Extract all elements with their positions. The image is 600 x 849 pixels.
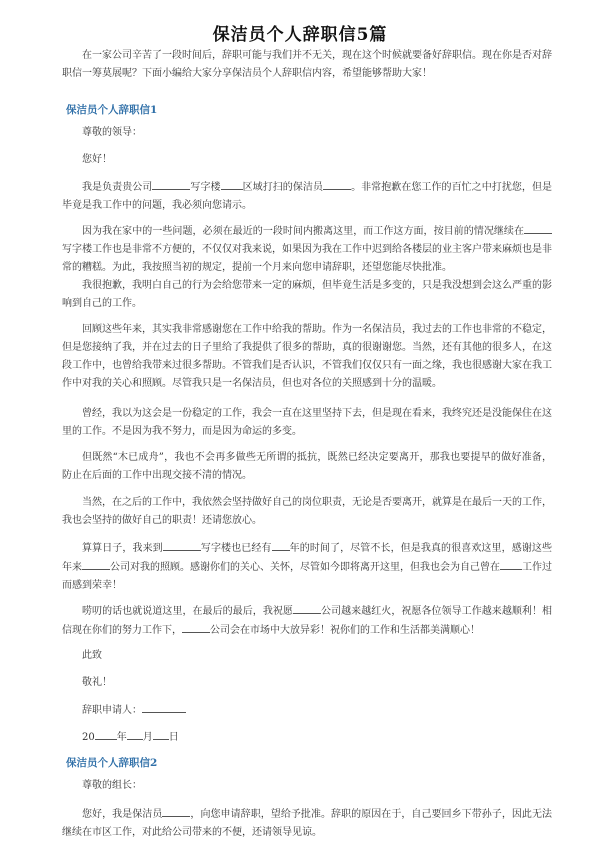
letter1-paragraph-7: 当然，在之后的工作中，我依然会坚持做好自己的岗位职责，无论是否要离开，就算是在最后一天的工作，我也会坚持的做好自己的职责！还请您放心。	[62, 497, 552, 526]
blank-line	[163, 539, 201, 551]
blank-line	[293, 602, 321, 614]
signer-label: 辞职申请人：	[82, 705, 142, 716]
blank-line	[500, 558, 522, 570]
text-segment: 公司会在市场中大放异彩！祝你们的工作和生活都美满顺心！	[210, 625, 480, 636]
closing-line-1: 此致	[82, 650, 102, 661]
signer-line	[62, 701, 552, 720]
blank-line	[152, 178, 190, 190]
text-segment: 年的时间了，尽管不长，但是我真的很喜欢这里，感谢这些年来	[62, 543, 553, 573]
blank-line	[142, 701, 186, 713]
text-segment: 算算日子，我来到	[82, 543, 163, 554]
closing-line-2: 敬礼！	[82, 677, 112, 688]
letter1-paragraph-2	[62, 222, 552, 277]
text-segment: 写字楼	[190, 182, 221, 193]
text-segment: 因为我在家中的一些问题，必须在最近的一段时间内搬离这里，而工作这方面，按目前的情况继续在	[82, 226, 524, 237]
date-day-label: 日	[168, 732, 179, 743]
text-segment: 唠叨的话也就说道这里，在最后的最后，我祝愿	[82, 606, 293, 617]
letter2-heading: 保洁员个人辞职信2	[66, 757, 158, 769]
text-segment: ，向您申请辞职，望给予批准。辞职的原因在于，自己要回乡下带孙子，因此无法继续在市区工作，对此给公司带来的不便，还请领导见谅。	[62, 809, 553, 838]
blank-line	[182, 621, 210, 633]
date-year-prefix: 20	[82, 732, 95, 743]
blank-line	[221, 178, 243, 190]
blank-line	[95, 728, 117, 740]
date-year-label: 年	[116, 732, 127, 743]
document-title: 保洁员个人辞职信5篇	[212, 25, 388, 45]
date-month-label: 月	[142, 732, 153, 743]
letter2-salutation: 尊敬的组长：	[82, 780, 142, 791]
text-segment: 公司越来越红火，祝愿各位领导工作越来越顺利！相信现在你们的努力工作下，	[62, 606, 553, 636]
blank-line	[323, 178, 351, 190]
letter1-paragraph-1	[62, 178, 552, 215]
text-segment: 您好，我是保洁员	[82, 809, 163, 820]
text-segment: 区域打扫的保洁员	[242, 182, 324, 193]
text-segment: 工作过而感到荣幸！	[62, 562, 552, 591]
letter1-paragraph-3: 我很抱歉，我明白自己的行为会给您带来一定的麻烦，但毕竟生活是多变的，只是我没想到会这么严重的影响到自己的工作。	[62, 280, 552, 309]
blank-line	[272, 539, 290, 551]
letter2-paragraph-1	[62, 805, 552, 842]
letter1-paragraph-8	[62, 539, 552, 595]
letter1-heading: 保洁员个人辞职信1	[66, 104, 158, 116]
blank-line	[524, 222, 552, 234]
blank-line	[82, 558, 110, 570]
letter1-paragraph-6: 但既然“木已成舟”，我也不会再多做些无所谓的抵抗，既然已经决定要离开，那我也要提早的做好准备，防止在后面的工作中出现交接不清的情况。	[62, 452, 552, 481]
text-segment: 我是负责贵公司	[82, 182, 153, 193]
letter1-paragraph-9	[62, 602, 552, 640]
text-segment: 写字楼工作也是非常不方便的，不仅仅对我来说，如果因为我在工作中迟到给各楼层的业主客户带来麻烦也是非常的糟糕。为此，我按照当初的规定，提前一个月来向您申请辞职，还望您能尽快批准。	[62, 244, 552, 273]
letter1-paragraph-5: 曾经，我以为这会是一份稳定的工作，我会一直在这里坚持下去，但是现在看来，我终究还是没能保住在这里的工作。不是因为我不努力，而是因为命运的多变。	[62, 408, 552, 437]
text-segment: 。非常抱歉在您工作的百忙之中打扰您，但是毕竟是我工作中的问题，我必须向您请示。	[62, 182, 553, 211]
intro-paragraph: 在一家公司辛苦了一段时间后，辞职可能与我们并不无关，现在这个时候就要备好辞职信。现在你是否对辞职信一筹莫展呢？下面小编给大家分享保洁员个人辞职信内容，希望能够帮助大家！	[62, 50, 552, 79]
letter1-greeting: 您好！	[82, 154, 112, 165]
letter1-paragraph-4: 回顾这些年来，其实我非常感谢您在工作中给我的帮助。作为一名保洁员，我过去的工作也非常的不稳定，但是您接纳了我，并在过去的日子里给了我提供了很多的帮助，真的很谢谢您。当然，还有其他的很多人，在这段工作中，也曾给我带来过很多帮助。不管我们是否认识，不管我们仅仅只有一面之缘，我也很感谢大家在我工作中对我的关心和照顾。尽管我只是一名保洁员，但也对各位的关照感到十分的温暖。	[62, 324, 552, 389]
letter1-salutation: 尊敬的领导：	[82, 127, 142, 138]
date-line	[62, 728, 552, 747]
blank-line	[153, 728, 169, 740]
blank-line	[162, 805, 190, 817]
blank-line	[127, 728, 143, 740]
text-segment: 写字楼也已经有	[200, 543, 272, 554]
text-segment: 公司对我的照顾。感谢你们的关心、关怀，尽管如今即将离开这里，但我也会为自己曾在	[110, 562, 500, 573]
